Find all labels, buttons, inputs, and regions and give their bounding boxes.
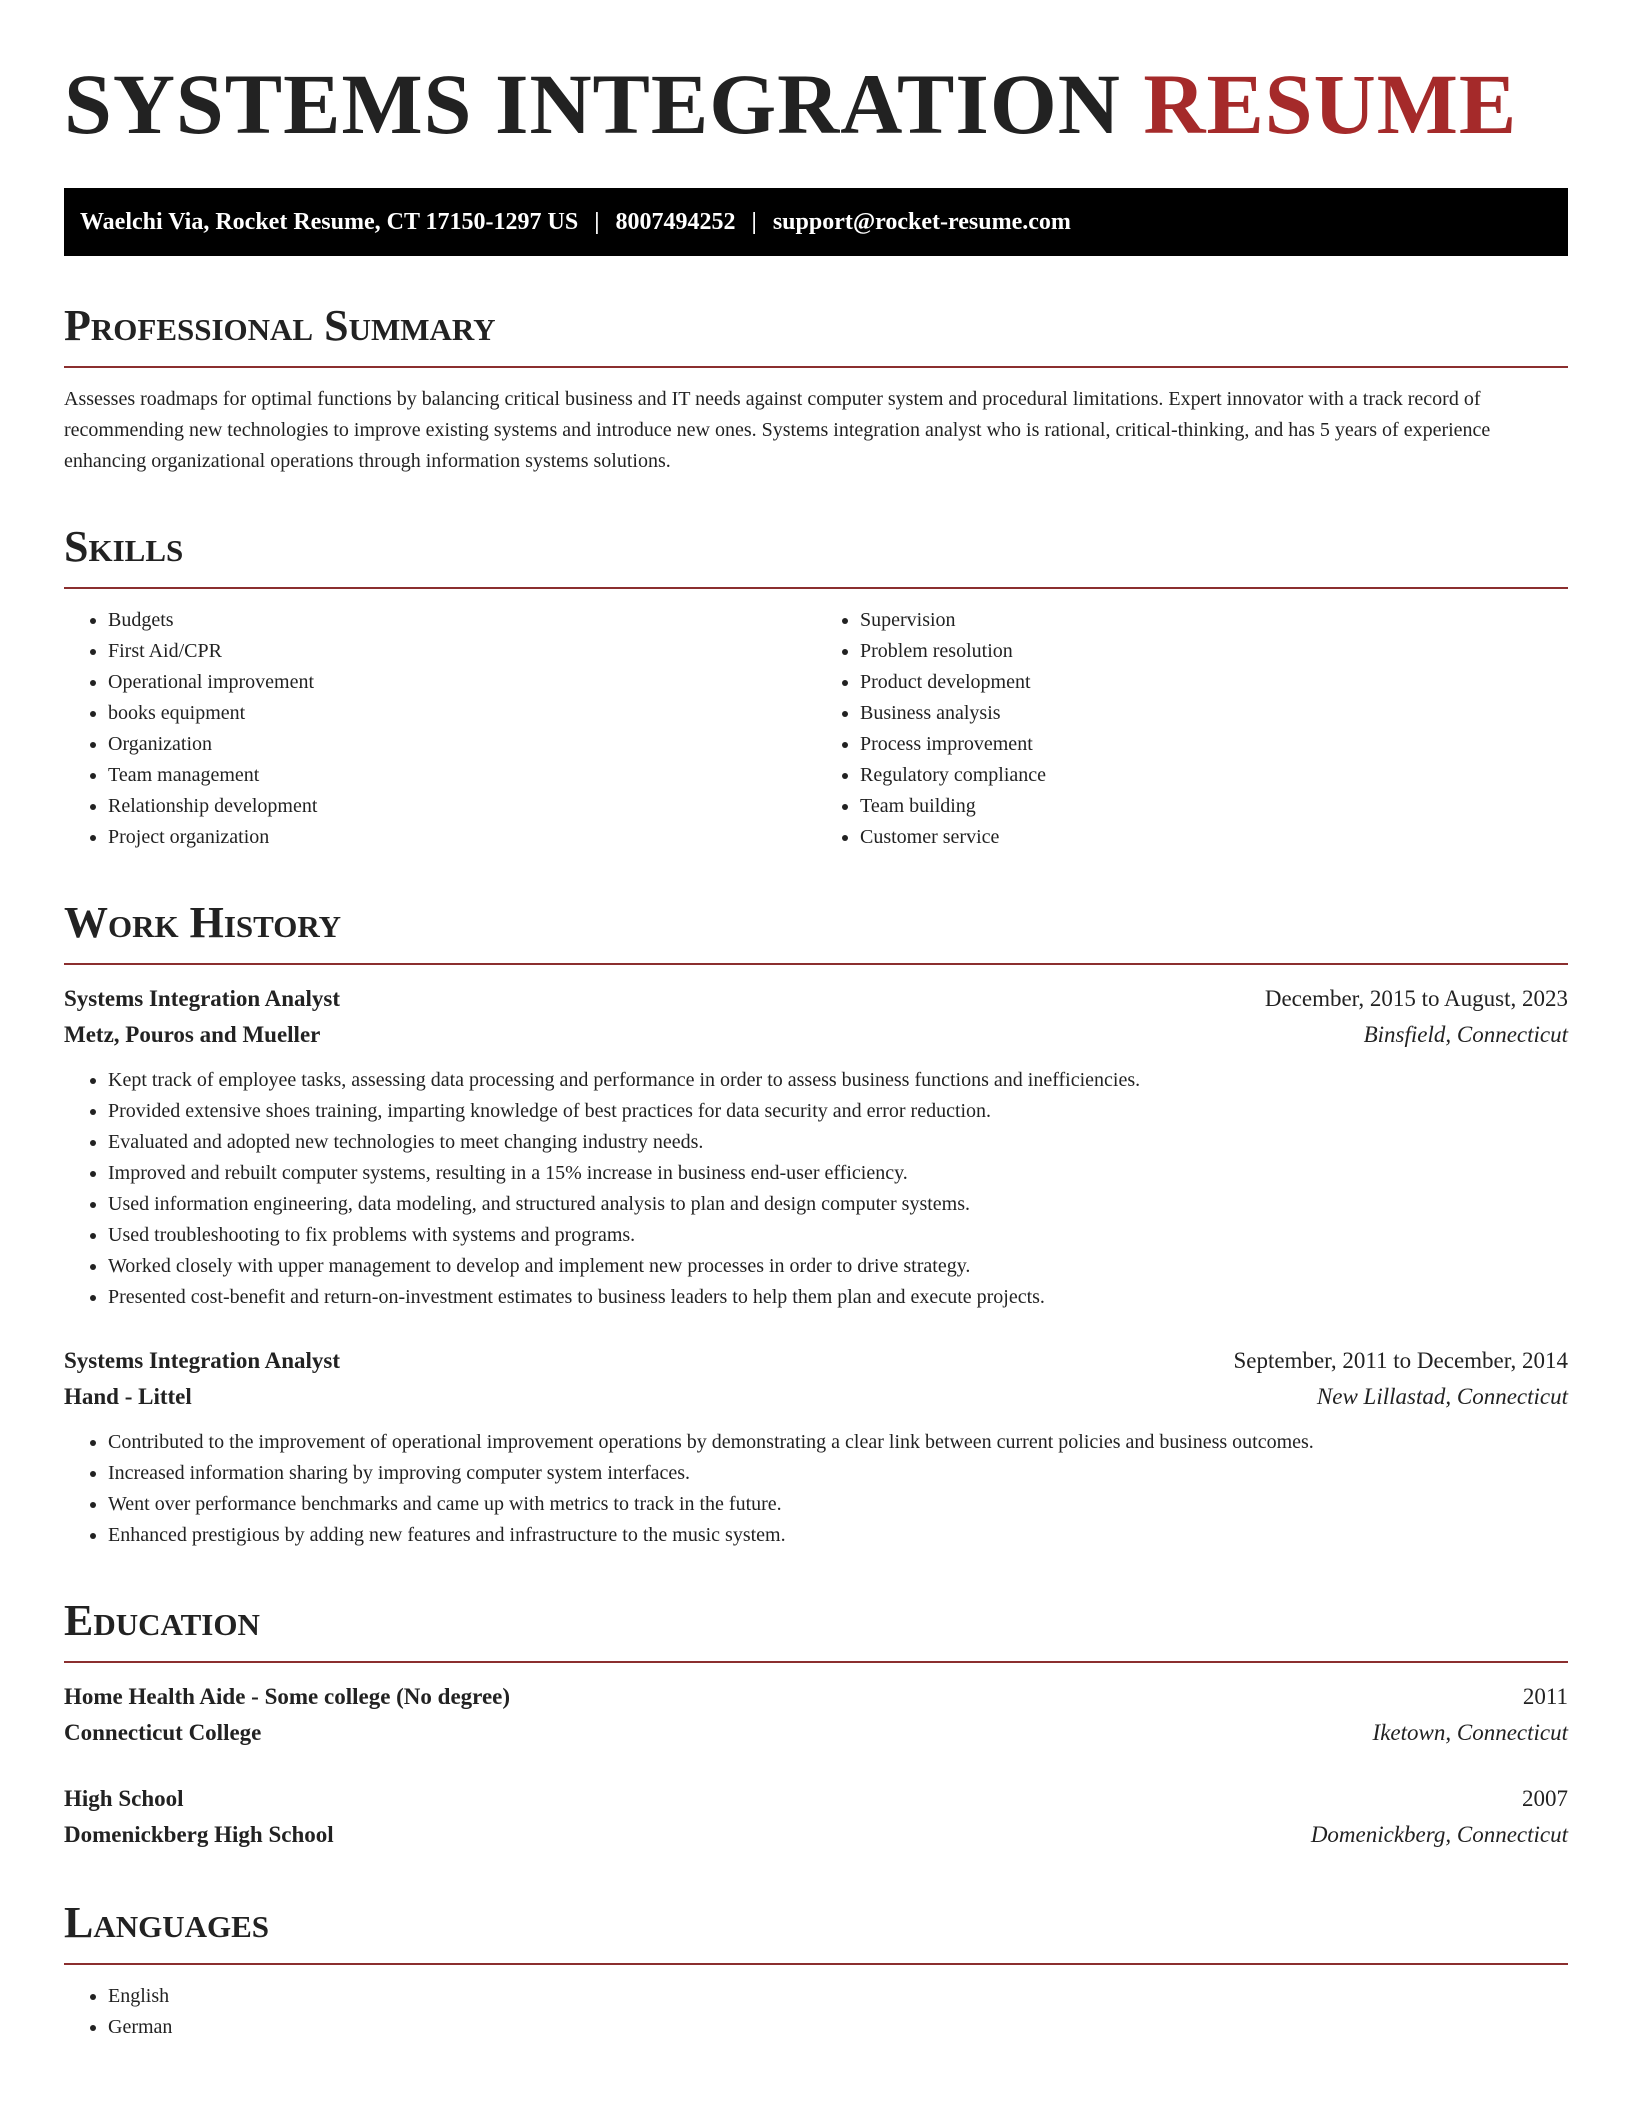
education-year: 2011 (1522, 1684, 1568, 1709)
education-degree: Home Health Aide - Some college (No degree) (64, 1684, 511, 1709)
resume-title-main: SYSTEMS INTEGRATION (64, 56, 1121, 152)
job-title: Systems Integration Analyst (64, 986, 341, 1011)
skills-heading: Skills (64, 522, 184, 571)
skill-item: • Budgets (108, 605, 816, 636)
job-duty-item: • Increased information sharing by improving computer system interfaces. (108, 1458, 1568, 1489)
summary-text: Assesses roadmaps for optimal functions by balancing critical business and IT needs against computer system and procedural limitations. Expert innovator with a track record of recommending new technologies to improve existing systems and introduce new ones. Systems integration analyst who is rational, critical-thinking, and has 5 years of experience enhancing organizational operations through information systems solutions. (64, 388, 1491, 472)
job-duty-item: • Worked closely with upper management to develop and implement new processes in order to drive strategy. (108, 1251, 1568, 1282)
education-entry (64, 1781, 1568, 1853)
job-title: Systems Integration Analyst (64, 1348, 341, 1373)
education-section (64, 1595, 1568, 1853)
education-entry (64, 1679, 1568, 1751)
skill-item: • Operational improvement (108, 667, 816, 698)
job-duty-item: • Used troubleshooting to fix problems with systems and programs. (108, 1220, 1568, 1251)
skill-item: • Problem resolution (860, 636, 1568, 667)
job-entry (64, 1343, 1568, 1551)
education-school-row (64, 1817, 1568, 1853)
job-company-row (64, 1379, 1568, 1415)
section-divider (64, 1963, 1568, 1965)
skill-item: • Regulatory compliance (860, 760, 1568, 791)
skill-item: • Team building (860, 791, 1568, 822)
skills-list-left (64, 605, 816, 853)
skill-item: • Relationship development (108, 791, 816, 822)
resume-title-accent: RESUME (1143, 56, 1518, 152)
skills-grid (64, 605, 1568, 853)
skills-list-right (816, 605, 1568, 853)
job-title-row (64, 981, 1568, 1017)
section-divider (64, 963, 1568, 965)
skill-item: • First Aid/CPR (108, 636, 816, 667)
job-duties-list (64, 1427, 1568, 1551)
skill-item: • Organization (108, 729, 816, 760)
section-divider (64, 587, 1568, 589)
job-company-row (64, 1017, 1568, 1053)
job-duty-item: • Presented cost-benefit and return-on-investment estimates to business leaders to help them plan and execute projects. (108, 1282, 1568, 1313)
education-school: Connecticut College (64, 1720, 262, 1745)
skill-item: • Process improvement (860, 729, 1568, 760)
contact-email: support@rocket-resume.com (772, 208, 1071, 235)
education-heading: Education (64, 1596, 260, 1645)
job-location: New Lillastad, Connecticut (1316, 1384, 1568, 1409)
education-degree-row (64, 1679, 1568, 1715)
section-divider (64, 366, 1568, 368)
skill-item: • books equipment (108, 698, 816, 729)
contact-phone: 8007494252 (615, 208, 736, 235)
education-school: Domenickberg High School (64, 1822, 334, 1847)
job-duties-list (64, 1065, 1568, 1313)
contact-address: Waelchi Via, Rocket Resume, CT 17150-1297 US (80, 208, 579, 235)
job-duty-item: • Enhanced prestigious by adding new features and infrastructure to the music system. (108, 1520, 1568, 1551)
languages-heading: Languages (64, 1898, 270, 1947)
skill-item: • Product development (860, 667, 1568, 698)
contact-bar (64, 188, 1568, 256)
job-duty-item: • Went over performance benchmarks and came up with metrics to track in the future. (108, 1489, 1568, 1520)
skills-section (64, 521, 1568, 853)
work-history-heading: Work History (64, 898, 342, 947)
job-duty-item: • Contributed to the improvement of operational improvement operations by demonstrating a clear link between current policies and business outcomes. (108, 1427, 1568, 1458)
job-location: Binsfield, Connecticut (1363, 1022, 1568, 1047)
section-divider (64, 1661, 1568, 1663)
job-duty-item: • Provided extensive shoes training, imparting knowledge of best practices for data security and error reduction. (108, 1096, 1568, 1127)
languages-list (64, 1981, 1568, 2043)
skill-item: • Supervision (860, 605, 1568, 636)
language-item: • English (108, 1981, 1568, 2012)
job-duty-item: • Evaluated and adopted new technologies to meet changing industry needs. (108, 1127, 1568, 1158)
education-location: Domenickberg, Connecticut (1310, 1822, 1568, 1847)
languages-section (64, 1897, 1568, 2043)
summary-section (64, 300, 1568, 477)
skill-item: • Project organization (108, 822, 816, 853)
job-duty-item: • Improved and rebuilt computer systems, resulting in a 15% increase in business end-user efficiency. (108, 1158, 1568, 1189)
education-degree-row (64, 1781, 1568, 1817)
job-duty-item: • Kept track of employee tasks, assessing data processing and performance in order to assess business functions and inefficiencies. (108, 1065, 1568, 1096)
skills-column-right (816, 605, 1568, 853)
resume-title (64, 56, 1568, 152)
language-item: • German (108, 2012, 1568, 2043)
skill-item: • Team management (108, 760, 816, 791)
contact-separator: | (594, 208, 600, 235)
education-school-row (64, 1715, 1568, 1751)
skill-item: • Customer service (860, 822, 1568, 853)
job-title-row (64, 1343, 1568, 1379)
work-history-section (64, 897, 1568, 1551)
contact-separator: | (751, 208, 757, 235)
education-year: 2007 (1522, 1786, 1568, 1811)
job-company: Hand - Littel (64, 1384, 192, 1409)
education-location: Iketown, Connecticut (1372, 1720, 1568, 1745)
summary-heading: Professional Summary (64, 301, 496, 350)
job-company: Metz, Pouros and Mueller (64, 1022, 321, 1047)
skills-column-left (64, 605, 816, 853)
job-entry (64, 981, 1568, 1313)
job-duty-item: • Used information engineering, data modeling, and structured analysis to plan and design computer systems. (108, 1189, 1568, 1220)
job-dates: September, 2011 to December, 2014 (1233, 1348, 1568, 1373)
job-dates: December, 2015 to August, 2023 (1264, 986, 1568, 1011)
education-degree: High School (64, 1786, 184, 1811)
skill-item: • Business analysis (860, 698, 1568, 729)
